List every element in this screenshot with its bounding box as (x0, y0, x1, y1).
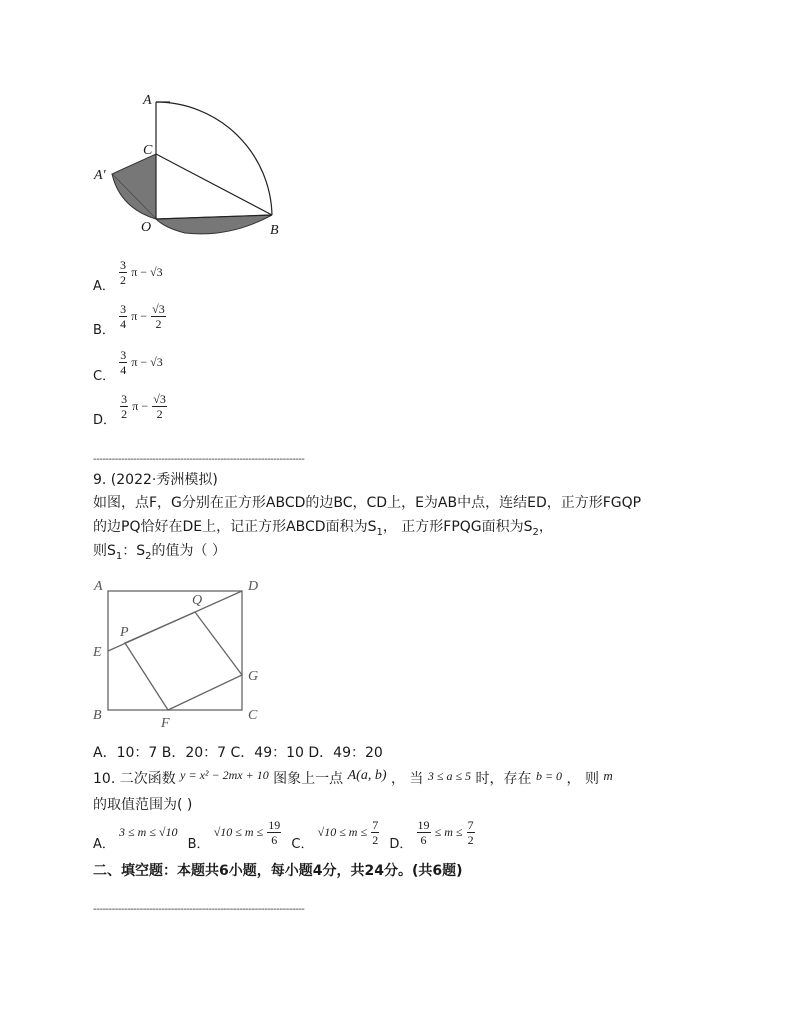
fraction: $\frac{3}{2}$ (120, 258, 127, 287)
option-letter: B． (93, 323, 115, 338)
q10-condition2: b = 0 (535, 769, 563, 783)
fraction: $\frac{3}{4}$ (120, 348, 127, 377)
q8-option-d[interactable]: D． $\frac{3}{2}$ π − $\frac{√3}{2}$ (93, 392, 166, 428)
divider-2: -------------------------------------------------------------------- (93, 904, 305, 915)
option-letter: C． (93, 369, 116, 384)
label-O: O (141, 220, 152, 235)
q10-option-a[interactable]: A． 3 ≤ m ≤ √10 (93, 825, 178, 852)
label-B: B (93, 708, 102, 723)
option-tail: π − √3 (131, 355, 163, 369)
q10-point: A(a, b) (347, 768, 387, 783)
q10-variable: m (603, 768, 613, 783)
label-F: F (161, 716, 170, 731)
label-G: G (248, 669, 259, 684)
fraction-sqrt: $\frac{√3}{2}$ (153, 392, 166, 421)
label-A: A (94, 579, 103, 594)
label-C: C (143, 143, 153, 158)
q10-condition: 3 ≤ a ≤ 5 (427, 769, 472, 783)
q9-options[interactable]: A．10：7 B．20：7 C．49：10 D．49：20 (93, 745, 383, 761)
q10-line1: 10. 二次函数 y = x² − 2mx + 10 图象上一点 A(a, b) ， 当 3 ≤ a ≤ 5 时，存在 b = 0 ， 则 m (93, 768, 613, 787)
label-P: P (120, 625, 129, 640)
label-Q: Q (192, 593, 203, 608)
label-B: B (270, 223, 279, 238)
section2-header: 二、填空题：本题共6小题，每小题4分，共24分。(共6题) (93, 863, 463, 879)
label-C: C (248, 708, 258, 723)
q8-option-b[interactable]: B． $\frac{3}{4}$ π − $\frac{√3}{2}$ (93, 302, 165, 338)
label-D: D (248, 579, 259, 594)
divider: -------------------------------------------------------------------- (93, 454, 305, 465)
q10-options (93, 818, 475, 852)
q9-line1: 如图，点F，G分别在正方形ABCD的边BC，CD上，E为AB中点，连结ED，正方形FGQP (93, 495, 642, 511)
q8-option-a[interactable] (93, 258, 163, 294)
q10-function: y = x² − 2mx + 10 (180, 768, 269, 782)
q10-option-b[interactable]: B． √10 ≤ m ≤ $\frac{19}{6}$ (187, 818, 281, 852)
q9-line2: 的边PQ恰好在DE上，记正方形ABCD面积为$S_1$， 正方形FPQG面积为$S_2$， (93, 519, 553, 538)
q8-option-c[interactable] (93, 348, 163, 384)
option-letter: D． (93, 413, 117, 428)
q9-header: 9. (2022·秀洲模拟) (93, 472, 218, 488)
figure-quarter-circle (90, 88, 290, 240)
q9-line3: 则$S_1$：$S_2$的值为（ ） (93, 543, 226, 562)
label-A: A (143, 93, 152, 108)
fraction: $\frac{3}{2}$ (121, 392, 128, 421)
q10-line2: 的取值范围为( ) (93, 797, 193, 813)
option-tail: π − √3 (131, 265, 163, 279)
fraction-sqrt: $\frac{√3}{2}$ (152, 302, 165, 331)
quarter-arc (156, 102, 272, 215)
fraction: $\frac{3}{4}$ (120, 302, 127, 331)
figure-square (88, 574, 268, 734)
segment-CB (156, 154, 272, 215)
option-letter: A． (93, 279, 115, 294)
square-FGQP (125, 612, 242, 710)
q10-option-d[interactable]: D． $\frac{19}{6}$ ≤ m ≤ $\frac{7}{2}$ (389, 818, 474, 852)
label-E: E (93, 645, 102, 660)
label-A-prime: A′ (94, 168, 106, 183)
q10-option-c[interactable]: C． √10 ≤ m ≤ $\frac{7}{2}$ (291, 818, 379, 852)
square-ABCD (108, 591, 242, 710)
